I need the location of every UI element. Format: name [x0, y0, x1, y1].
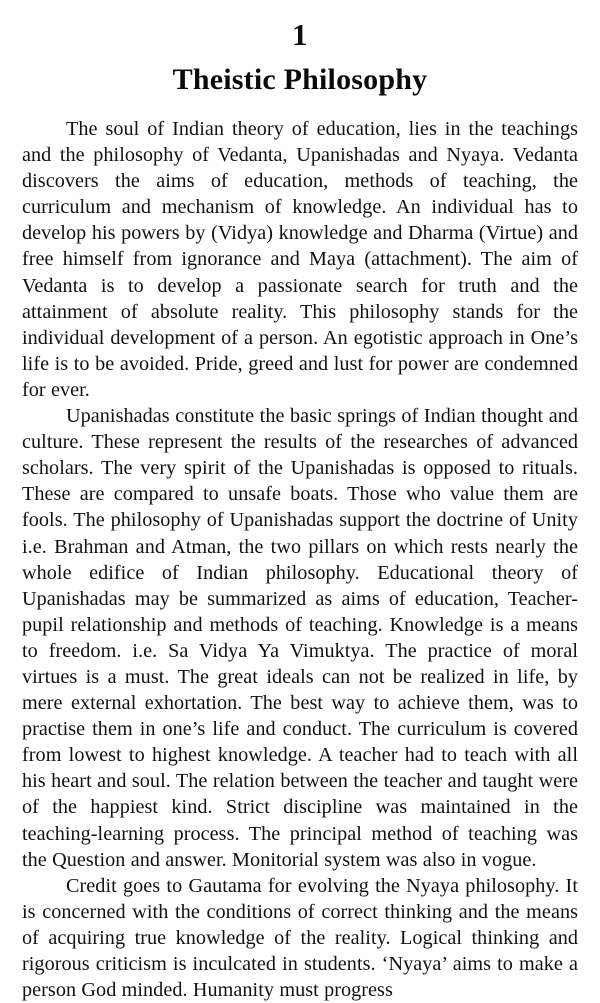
body-copy	[0, 98, 600, 1003]
chapter-title: Theistic Philosophy	[172, 63, 428, 96]
paragraph-nyaya: Credit goes to Gautama for evolving the Nyaya philosophy. It is concerned with the conditions of correct thinking and the means of acquiring true knowledge of the reality. Logical thinking and rigorous criticism is inculcated in students. ‘Nyaya’ aims to make a person God minded. Humanity must progress	[22, 874, 578, 1002]
paragraph-upanishadas: Upanishadas constitute the basic springs of Indian thought and culture. These represent the results of the researches of advanced scholars. The very spirit of the Upanishadas is opposed to rituals. These are compared to unsafe boats. Those who value them are fools. The philosophy of Upanishadas support the doctrine of Unity i.e. Brahman and Atman, the two pillars on which rests nearly the whole edifice of Indian philosophy. Educational theory of Upanishadas may be summarized as aims of education, Teacher-pupil relationship and methods of teaching. Knowledge is a means to freedom. i.e. Sa Vidya Ya Vimuktya. The practice of moral virtues is a must. The great ideals can not be realized in life, by mere external exhortation. The best way to achieve them, was to practise them in one’s life and conduct. The curriculum is covered from lowest to highest knowledge. A teacher had to teach with all his heart and soul. The relation between the teacher and taught were of the happiest kind. Strict discipline was maintained in the teaching-learning process. The principal method of teaching was the Question and answer. Monitorial system was also in vogue.	[22, 405, 578, 871]
paragraph-vedanta: The soul of Indian theory of education, lies in the teachings and the philosophy of Vedanta, Upanishadas and Nyaya. Vedanta discovers the aims of education, methods of teaching, the curriculum and mechanism of knowledge. An individual has to develop his powers by (Vidya) knowledge and Dharma (Virtue) and free himself from ignorance and Maya (attachment). The aim of Vedanta is to develop a passionate search for truth and the attainment of absolute reality. This philosophy stands for the individual development of a person. An egotistic approach in One’s life is to be avoided. Pride, greed and lust for power are condemned for ever.	[22, 118, 578, 401]
chapter-number: 1	[292, 17, 308, 52]
chapter-header	[0, 0, 600, 98]
